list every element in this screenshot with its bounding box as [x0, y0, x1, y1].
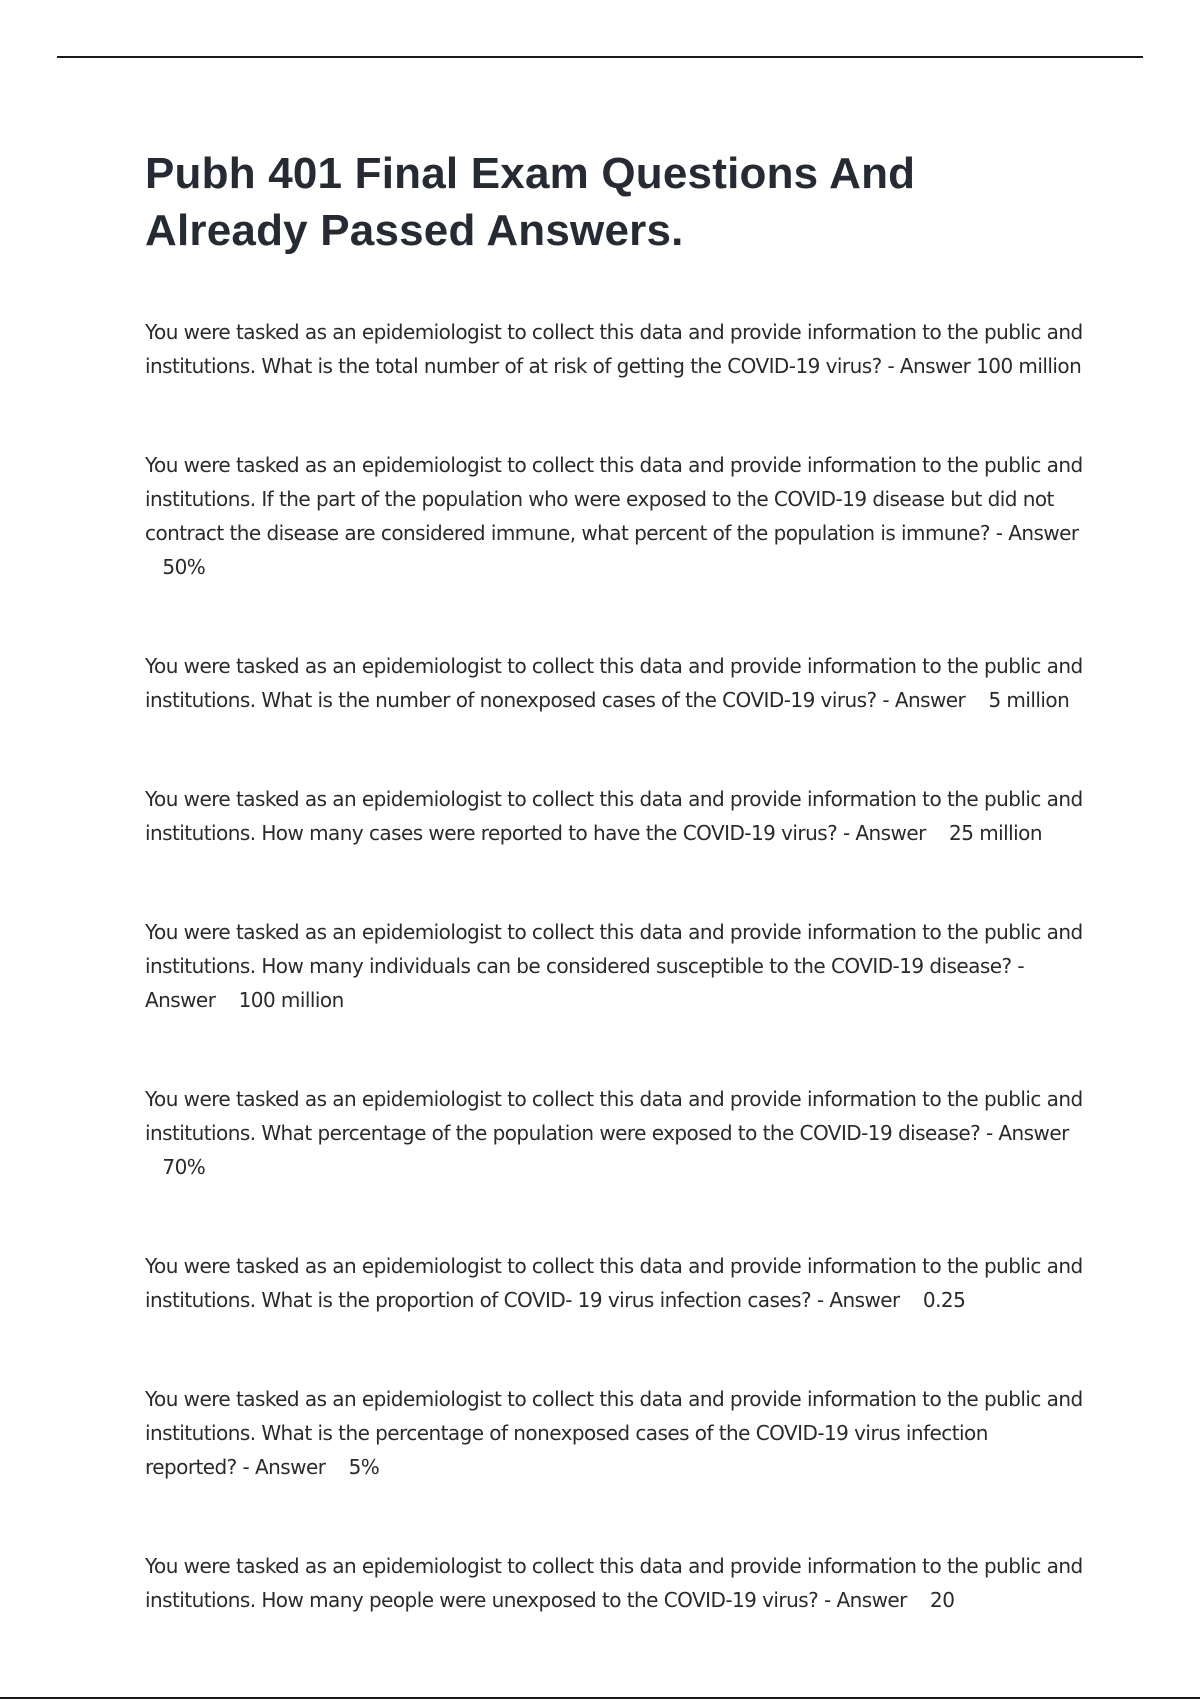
qa-list	[145, 315, 1085, 1617]
answer-text: 5 million	[971, 688, 1070, 712]
question-text: You were tasked as an epidemiologist to collect this data and provide information to the public and institutions. What is the proportion of COVID- 19 virus infection cases? - Answer	[145, 1254, 1083, 1312]
question-text: You were tasked as an epidemiologist to collect this data and provide information to the public and institutions. If the part of the population who were exposed to the COVID-19 disease but did not contract the disease are considered immune, what percent of the population is immune? - Answer	[145, 453, 1083, 545]
qa-item	[145, 1382, 1085, 1484]
header-rule	[57, 56, 1143, 58]
answer-text: 100 million	[221, 988, 344, 1012]
question-text: You were tasked as an epidemiologist to collect this data and provide information to the public and institutions. How many people were unexposed to the COVID-19 virus? - Answer	[145, 1554, 1083, 1612]
qa-item	[145, 448, 1085, 584]
document-title: Pubh 401 Final Exam Questions And Already Passed Answers.	[145, 149, 916, 255]
question-text: You were tasked as an epidemiologist to collect this data and provide information to the public and institutions. What is the number of nonexposed cases of the COVID-19 virus? - Answer	[145, 654, 1083, 712]
answer-text: 5%	[331, 1455, 380, 1479]
qa-item	[145, 1549, 1085, 1617]
qa-item	[145, 1082, 1085, 1184]
answer-text: 0.25	[905, 1288, 966, 1312]
qa-item	[145, 915, 1085, 1017]
answer-text: 25 million	[931, 821, 1042, 845]
question-text: You were tasked as an epidemiologist to collect this data and provide information to the public and institutions. What is the percentage of nonexposed cases of the COVID-19 virus infection reported? - Answer	[145, 1387, 1083, 1479]
document-body	[145, 145, 1085, 1682]
qa-item	[145, 1249, 1085, 1317]
answer-text: 100 million	[976, 354, 1082, 378]
question-text: You were tasked as an epidemiologist to collect this data and provide information to the public and institutions. What is the total number of at risk of getting the COVID-19 virus? - Answer	[145, 320, 1083, 378]
answer-text: 70%	[145, 1155, 206, 1179]
question-text: You were tasked as an epidemiologist to collect this data and provide information to the public and institutions. What percentage of the population were exposed to the COVID-19 disease? - Answer	[145, 1087, 1083, 1145]
footer-rule	[0, 1697, 1200, 1699]
question-text: You were tasked as an epidemiologist to collect this data and provide information to the public and institutions. How many individuals can be considered susceptible to the COVID-19 disease? - Answer	[145, 920, 1083, 1012]
qa-item	[145, 782, 1085, 850]
qa-item	[145, 315, 1085, 383]
question-text: You were tasked as an epidemiologist to collect this data and provide information to the public and institutions. How many cases were reported to have the COVID-19 virus? - Answer	[145, 787, 1083, 845]
answer-text: 20	[912, 1588, 955, 1612]
qa-item	[145, 649, 1085, 717]
answer-text: 50%	[145, 555, 206, 579]
